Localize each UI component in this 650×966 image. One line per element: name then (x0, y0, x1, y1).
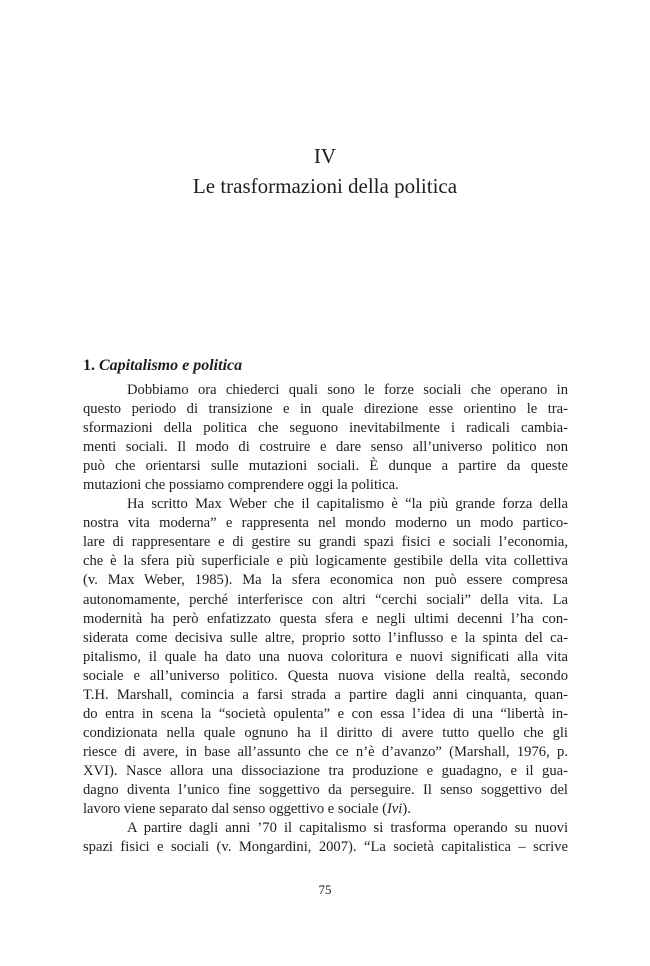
text-line: dagno diventa l’unico fine soggettivo da perseguire. Il senso soggettivo del (83, 781, 568, 798)
section-number: 1. (83, 357, 95, 374)
chapter-title: Le trasformazioni della politica (192, 174, 458, 198)
text-line (83, 800, 568, 819)
body-text (83, 381, 568, 857)
text-line: autonomamente, perché interferisce con altri “cerchi sociali” della vita. La (83, 591, 568, 608)
text-line: sociale e all’universo politico. Questa nuova visione della realtà, secondo (83, 667, 568, 684)
text-line: menti sociali. Il modo di costruire e dare senso all’universo politico non (83, 439, 568, 456)
text-line: Ha scritto Max Weber che il capitalismo è “la più grande forza della (127, 496, 568, 513)
text-line: nostra vita moderna” e rappresenta nel mondo moderno un modo partico- (83, 515, 568, 532)
text-line: lare di rappresentare e di gestire su grandi spazi fisici e sociali l’economia, (83, 534, 568, 551)
section-heading (83, 356, 242, 376)
text-line: A partire dagli anni ’70 il capitalismo si trasforma operando su nuovi (127, 820, 568, 837)
text-line: pitalismo, il quale ha dato una nuova coloritura e nuovi significati alla vita (83, 648, 568, 665)
text-line: (v. Max Weber, 1985). Ma la sfera economica non può essere compresa (83, 572, 568, 589)
text-line: mutazioni che possiamo comprendere oggi la politica. (83, 477, 399, 494)
text-line: che è la sfera più superficiale e più logicamente gestibile della vita collettiva (83, 553, 568, 570)
text-line: spazi fisici e sociali (v. Mongardini, 2007). “La società capitalistica – scrive (83, 839, 568, 856)
section-title: Capitalismo e politica (99, 357, 243, 374)
text-line: XVI). Nasce allora una dissociazione tra produzione e guadagno, e il gua- (83, 762, 568, 779)
text-line: sformazioni della politica che seguono inevitabilmente i radicali cambia- (83, 420, 568, 437)
page-number: 75 (318, 882, 332, 897)
text-line: condizionata nella quale ognuno ha il diritto di avere tutto quello che gli (83, 724, 568, 741)
text-line: do entra in scena la “società opulenta” e con essa l’idea di una “libertà in- (83, 705, 568, 722)
ivi-citation: Ivi (386, 801, 403, 818)
chapter-number: IV (313, 144, 337, 168)
text-line: siderata come decisiva sulle altre, proprio sotto l’influsso e la spinta del ca- (83, 629, 568, 646)
text-line: modernità ha però enfatizzato questa sfera e negli ultimi decenni l’ha con- (83, 610, 568, 627)
text-line: può che orientarsi sulle mutazioni sociali. È dunque a partire da queste (83, 458, 568, 475)
text-line: T.H. Marshall, comincia a farsi strada a partire dagli anni cinquanta, quan- (83, 686, 568, 703)
text-line-part: lavoro viene separato dal senso oggettivo e sociale ( (83, 801, 387, 818)
text-line: Dobbiamo ora chiederci quali sono le forze sociali che operano in (127, 382, 568, 398)
text-line: riesce di avere, in base all’assunto che ce n’è d’avanzo” (Marshall, 1976, p. (83, 743, 568, 760)
text-line-part: ). (402, 801, 411, 818)
text-line: questo periodo di transizione e in quale direzione esse orientino le tra- (83, 401, 568, 418)
